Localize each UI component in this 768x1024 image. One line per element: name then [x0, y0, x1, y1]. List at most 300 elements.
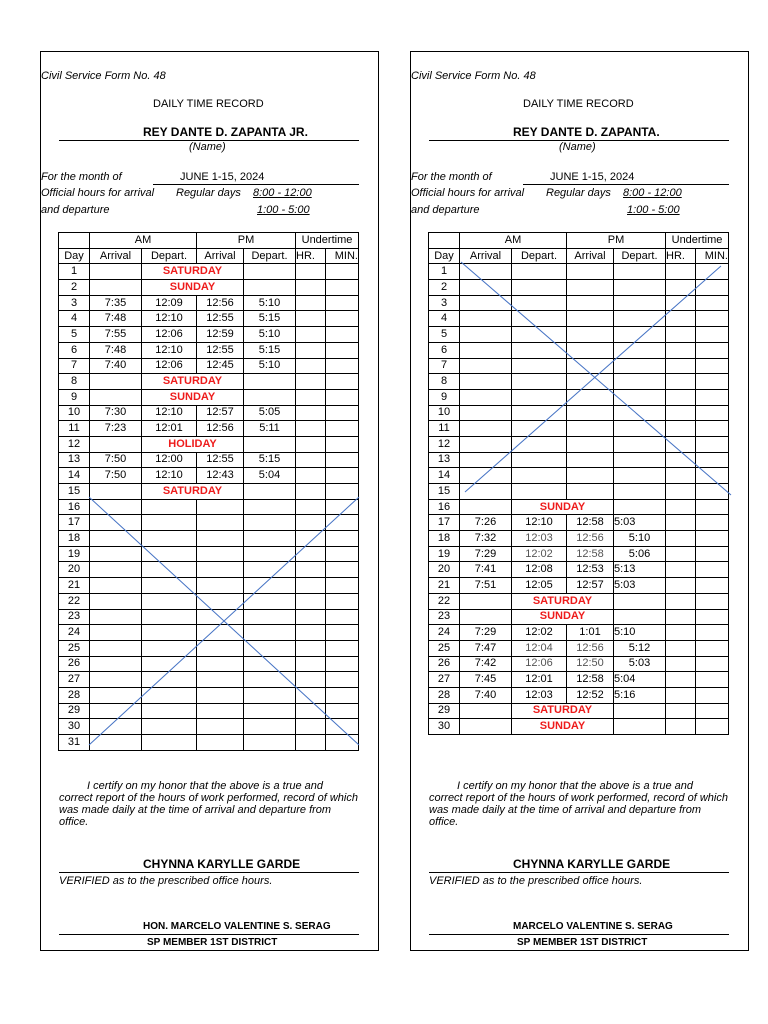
verifier-name: HON. MARCELO VALENTINE S. SERAG [143, 921, 331, 932]
pm-depart-cell [244, 531, 296, 547]
am-depart-cell: 12:06 [142, 327, 197, 343]
am-arrival-cell [90, 640, 142, 656]
am-arrival-cell [460, 405, 512, 421]
am-arrival-cell [90, 436, 142, 452]
undertime-hr-cell [296, 515, 326, 531]
header-pm-arrival: Arrival [197, 248, 244, 264]
undertime-min-cell [326, 515, 359, 531]
undertime-hr-cell [666, 484, 696, 500]
am-arrival-cell [90, 703, 142, 719]
undertime-hr-cell [666, 342, 696, 358]
table-row [59, 295, 359, 311]
am-depart-cell [512, 374, 567, 390]
certifier-name: CHYNNA KARYLLE GARDE [143, 857, 301, 871]
am-depart-cell [512, 280, 567, 296]
undertime-min-cell [326, 593, 359, 609]
undertime-hr-cell [666, 327, 696, 343]
table-row [59, 703, 359, 719]
day-cell: 11 [59, 421, 90, 437]
certification-body: I certify on my honor that the above is a true and correct report of the hours of work performed, record of which was made daily at the time of arrival and departure from office. [429, 780, 728, 828]
pm-depart-cell [244, 499, 296, 515]
table-row [59, 656, 359, 672]
undertime-hr-cell [296, 640, 326, 656]
undertime-min-cell [326, 484, 359, 500]
day-cell: 19 [429, 546, 460, 562]
am-depart-cell: 12:08 [512, 562, 567, 578]
table-row [59, 327, 359, 343]
pm-arrival-cell: 12:56 [567, 640, 614, 656]
day-cell: 19 [59, 546, 90, 562]
certifier-underline [429, 872, 729, 873]
undertime-hr-cell [666, 405, 696, 421]
am-depart-cell: 12:00 [142, 452, 197, 468]
table-row [429, 640, 729, 656]
day-cell: 29 [429, 703, 460, 719]
undertime-min-cell [326, 703, 359, 719]
pm-arrival-cell [567, 295, 614, 311]
day-cell: 18 [429, 531, 460, 547]
table-row [59, 593, 359, 609]
certifier-underline [59, 872, 359, 873]
am-hours: 8:00 - 12:00 [253, 187, 312, 199]
table-row [59, 546, 359, 562]
pm-arrival-cell [567, 280, 614, 296]
undertime-min-cell [696, 295, 729, 311]
day-cell: 3 [59, 295, 90, 311]
am-depart-cell: 12:10 [512, 515, 567, 531]
table-row [429, 703, 729, 719]
undertime-min-cell [326, 609, 359, 625]
header-pm: PM [567, 233, 666, 249]
undertime-min-cell [696, 656, 729, 672]
undertime-min-cell [696, 578, 729, 594]
am-hours: 8:00 - 12:00 [623, 187, 682, 199]
pm-depart-cell [244, 264, 296, 280]
undertime-min-cell [696, 719, 729, 735]
day-cell: 23 [429, 609, 460, 625]
month-value: JUNE 1-15, 2024 [550, 171, 635, 183]
header-pm-depart: Depart. [244, 248, 296, 264]
pm-depart-cell [244, 672, 296, 688]
day-cell: 17 [429, 515, 460, 531]
am-depart-cell: 12:01 [512, 672, 567, 688]
pm-depart-cell: 5:03 [614, 515, 666, 531]
day-cell: 29 [59, 703, 90, 719]
table-row [59, 436, 359, 452]
undertime-hr-cell [296, 562, 326, 578]
day-cell: 9 [59, 389, 90, 405]
am-depart-cell [512, 468, 567, 484]
pm-depart-cell: 5:10 [614, 625, 666, 641]
am-depart-cell [142, 546, 197, 562]
pm-depart-cell [244, 436, 296, 452]
pm-depart-cell: 5:10 [244, 327, 296, 343]
undertime-min-cell [696, 389, 729, 405]
am-arrival-cell [90, 719, 142, 735]
day-cell: 25 [429, 640, 460, 656]
day-note: SATURDAY [142, 264, 244, 280]
undertime-min-cell [696, 593, 729, 609]
undertime-hr-cell [296, 389, 326, 405]
pm-depart-cell: 5:12 [614, 640, 666, 656]
header-row [59, 248, 359, 264]
day-cell: 2 [59, 280, 90, 296]
am-arrival-cell [460, 719, 512, 735]
am-arrival-cell [90, 531, 142, 547]
regular-days-label: Regular days [176, 187, 241, 199]
am-arrival-cell [460, 484, 512, 500]
table-row [429, 374, 729, 390]
header-row [59, 233, 359, 249]
am-arrival-cell: 7:26 [460, 515, 512, 531]
pm-arrival-cell [197, 546, 244, 562]
table-row [429, 562, 729, 578]
am-arrival-cell [90, 625, 142, 641]
table-row [429, 264, 729, 280]
table-row [59, 311, 359, 327]
form-title: DAILY TIME RECORD [153, 98, 264, 110]
day-cell: 6 [59, 342, 90, 358]
form-title: DAILY TIME RECORD [523, 98, 634, 110]
day-cell: 18 [59, 531, 90, 547]
header-blank [429, 233, 460, 249]
pm-arrival-cell [197, 609, 244, 625]
am-depart-cell [512, 295, 567, 311]
dtr-form-left [40, 51, 379, 951]
undertime-hr-cell [666, 499, 696, 515]
am-arrival-cell [460, 452, 512, 468]
pm-arrival-cell: 12:43 [197, 468, 244, 484]
pm-arrival-cell: 12:58 [567, 515, 614, 531]
undertime-hr-cell [296, 593, 326, 609]
day-cell: 2 [429, 280, 460, 296]
pm-depart-cell [614, 405, 666, 421]
undertime-hr-cell [296, 374, 326, 390]
dtr-table [428, 232, 729, 735]
am-arrival-cell: 7:55 [90, 327, 142, 343]
header-am-arrival: Arrival [90, 248, 142, 264]
table-row [429, 687, 729, 703]
am-depart-cell [142, 640, 197, 656]
undertime-hr-cell [666, 656, 696, 672]
undertime-min-cell [326, 342, 359, 358]
table-row [59, 531, 359, 547]
undertime-hr-cell [666, 295, 696, 311]
departure-label: and departure [411, 204, 480, 216]
certification-text [59, 780, 359, 828]
pm-depart-cell [244, 687, 296, 703]
verifier-underline [59, 934, 359, 935]
am-arrival-cell [90, 264, 142, 280]
undertime-min-cell [696, 640, 729, 656]
pm-depart-cell [614, 327, 666, 343]
undertime-min-cell [696, 280, 729, 296]
pm-hours: 1:00 - 5:00 [627, 204, 680, 216]
am-arrival-cell [460, 703, 512, 719]
day-cell: 26 [429, 656, 460, 672]
table-row [59, 264, 359, 280]
table-row [59, 672, 359, 688]
verifier-underline [429, 934, 729, 935]
pm-depart-cell [614, 264, 666, 280]
pm-arrival-cell [197, 735, 244, 751]
day-cell: 12 [59, 436, 90, 452]
table-row [59, 374, 359, 390]
pm-arrival-cell: 12:58 [567, 546, 614, 562]
day-cell: 12 [429, 436, 460, 452]
undertime-min-cell [326, 264, 359, 280]
undertime-min-cell [326, 295, 359, 311]
am-arrival-cell [460, 295, 512, 311]
am-arrival-cell [460, 609, 512, 625]
am-depart-cell [142, 687, 197, 703]
day-note: HOLIDAY [142, 436, 244, 452]
undertime-min-cell [326, 578, 359, 594]
table-row [429, 280, 729, 296]
undertime-min-cell [326, 719, 359, 735]
table-row [429, 342, 729, 358]
day-note: SATURDAY [512, 703, 614, 719]
day-cell: 26 [59, 656, 90, 672]
day-cell: 8 [59, 374, 90, 390]
am-arrival-cell [90, 578, 142, 594]
pm-depart-cell: 5:16 [614, 687, 666, 703]
am-depart-cell [142, 656, 197, 672]
undertime-min-cell [696, 421, 729, 437]
undertime-hr-cell [296, 687, 326, 703]
header-hr: HR. [666, 248, 696, 264]
am-depart-cell [142, 593, 197, 609]
day-cell: 9 [429, 389, 460, 405]
table-row [429, 656, 729, 672]
table-row [429, 452, 729, 468]
undertime-hr-cell [296, 531, 326, 547]
day-cell: 1 [59, 264, 90, 280]
pm-depart-cell [614, 468, 666, 484]
day-cell: 28 [59, 687, 90, 703]
undertime-hr-cell [296, 264, 326, 280]
table-row [59, 358, 359, 374]
am-arrival-cell: 7:29 [460, 625, 512, 641]
day-cell: 31 [59, 735, 90, 751]
undertime-min-cell [326, 640, 359, 656]
undertime-min-cell [696, 436, 729, 452]
undertime-min-cell [696, 342, 729, 358]
am-depart-cell: 12:09 [142, 295, 197, 311]
am-depart-cell: 12:05 [512, 578, 567, 594]
am-arrival-cell [460, 499, 512, 515]
undertime-min-cell [326, 311, 359, 327]
certifier-name: CHYNNA KARYLLE GARDE [513, 857, 671, 871]
am-arrival-cell [460, 358, 512, 374]
undertime-min-cell [326, 672, 359, 688]
table-row [429, 436, 729, 452]
undertime-min-cell [326, 625, 359, 641]
pm-arrival-cell [197, 656, 244, 672]
pm-depart-cell [244, 625, 296, 641]
pm-depart-cell [614, 593, 666, 609]
table-row [429, 672, 729, 688]
pm-depart-cell [614, 609, 666, 625]
pm-arrival-cell: 12:56 [197, 295, 244, 311]
day-cell: 4 [429, 311, 460, 327]
pm-arrival-cell: 1:01 [567, 625, 614, 641]
am-depart-cell [512, 484, 567, 500]
pm-depart-cell [614, 703, 666, 719]
am-arrival-cell [90, 593, 142, 609]
am-depart-cell [142, 499, 197, 515]
table-row [429, 421, 729, 437]
day-cell: 11 [429, 421, 460, 437]
undertime-min-cell [326, 735, 359, 751]
table-row [429, 625, 729, 641]
month-underline [153, 184, 359, 185]
header-am: AM [460, 233, 567, 249]
month-underline [523, 184, 729, 185]
pm-depart-cell [244, 546, 296, 562]
pm-arrival-cell [567, 264, 614, 280]
am-arrival-cell [90, 280, 142, 296]
undertime-hr-cell [666, 452, 696, 468]
pm-arrival-cell [197, 531, 244, 547]
undertime-hr-cell [666, 625, 696, 641]
day-cell: 20 [429, 562, 460, 578]
am-arrival-cell [90, 687, 142, 703]
undertime-min-cell [326, 280, 359, 296]
pm-arrival-cell [197, 562, 244, 578]
am-depart-cell [142, 515, 197, 531]
day-cell: 15 [429, 484, 460, 500]
am-depart-cell [512, 264, 567, 280]
table-row [429, 484, 729, 500]
undertime-hr-cell [666, 546, 696, 562]
table-row [59, 578, 359, 594]
pm-depart-cell: 5:11 [244, 421, 296, 437]
am-depart-cell [512, 421, 567, 437]
pm-arrival-cell: 12:55 [197, 452, 244, 468]
pm-depart-cell [614, 295, 666, 311]
pm-depart-cell [614, 374, 666, 390]
verified-text: VERIFIED as to the prescribed office hours. [59, 875, 273, 887]
am-depart-cell: 12:02 [512, 625, 567, 641]
undertime-min-cell [696, 703, 729, 719]
am-arrival-cell [460, 436, 512, 452]
am-arrival-cell [90, 562, 142, 578]
pm-depart-cell [614, 484, 666, 500]
undertime-min-cell [696, 405, 729, 421]
table-row [59, 609, 359, 625]
certification-text [429, 780, 729, 828]
am-depart-cell: 12:06 [142, 358, 197, 374]
official-hours-label: Official hours for arrival [411, 187, 525, 199]
undertime-hr-cell [666, 531, 696, 547]
pm-arrival-cell [197, 719, 244, 735]
am-arrival-cell: 7:48 [90, 342, 142, 358]
am-arrival-cell [90, 656, 142, 672]
departure-label: and departure [41, 204, 110, 216]
am-depart-cell [142, 609, 197, 625]
undertime-hr-cell [296, 703, 326, 719]
undertime-hr-cell [296, 358, 326, 374]
undertime-hr-cell [666, 468, 696, 484]
day-cell: 27 [59, 672, 90, 688]
table-row [59, 515, 359, 531]
day-cell: 27 [429, 672, 460, 688]
header-am-depart: Depart. [512, 248, 567, 264]
pm-arrival-cell [197, 515, 244, 531]
table-row [59, 280, 359, 296]
am-depart-cell: 12:10 [142, 311, 197, 327]
day-note: SUNDAY [512, 609, 614, 625]
pm-depart-cell [614, 499, 666, 515]
employee-name: REY DANTE D. ZAPANTA. [513, 125, 660, 139]
pm-depart-cell [614, 452, 666, 468]
pm-depart-cell: 5:10 [244, 358, 296, 374]
table-row [59, 625, 359, 641]
pm-arrival-cell: 12:58 [567, 672, 614, 688]
am-depart-cell: 12:04 [512, 640, 567, 656]
table-row [59, 452, 359, 468]
undertime-min-cell [696, 531, 729, 547]
pm-arrival-cell: 12:59 [197, 327, 244, 343]
am-arrival-cell: 7:51 [460, 578, 512, 594]
pm-arrival-cell [567, 327, 614, 343]
verifier-title: SP MEMBER 1ST DISTRICT [147, 937, 278, 948]
undertime-hr-cell [666, 389, 696, 405]
am-arrival-cell: 7:50 [90, 452, 142, 468]
am-depart-cell: 12:03 [512, 531, 567, 547]
am-arrival-cell: 7:32 [460, 531, 512, 547]
dtr-table [58, 232, 359, 751]
header-day: Day [429, 248, 460, 264]
table-row [429, 405, 729, 421]
table-row [59, 562, 359, 578]
am-arrival-cell: 7:35 [90, 295, 142, 311]
undertime-hr-cell [296, 672, 326, 688]
pm-depart-cell [244, 280, 296, 296]
am-depart-cell [512, 389, 567, 405]
official-hours-label: Official hours for arrival [41, 187, 155, 199]
undertime-hr-cell [666, 687, 696, 703]
pm-depart-cell: 5:10 [244, 295, 296, 311]
pm-depart-cell [614, 436, 666, 452]
pm-arrival-cell [567, 311, 614, 327]
header-am: AM [90, 233, 197, 249]
day-cell: 10 [59, 405, 90, 421]
pm-arrival-cell [567, 358, 614, 374]
am-arrival-cell [460, 593, 512, 609]
day-cell: 5 [59, 327, 90, 343]
pm-arrival-cell [197, 703, 244, 719]
pm-arrival-cell [197, 625, 244, 641]
am-depart-cell: 12:10 [142, 342, 197, 358]
undertime-hr-cell [296, 311, 326, 327]
day-cell: 10 [429, 405, 460, 421]
undertime-min-cell [326, 546, 359, 562]
undertime-min-cell [696, 687, 729, 703]
pm-arrival-cell [197, 640, 244, 656]
pm-hours: 1:00 - 5:00 [257, 204, 310, 216]
pm-depart-cell [244, 656, 296, 672]
am-depart-cell [512, 358, 567, 374]
undertime-min-cell [326, 499, 359, 515]
table-row [59, 342, 359, 358]
undertime-hr-cell [666, 374, 696, 390]
am-arrival-cell [90, 499, 142, 515]
table-row [429, 515, 729, 531]
am-depart-cell [142, 531, 197, 547]
month-label: For the month of [411, 171, 492, 183]
